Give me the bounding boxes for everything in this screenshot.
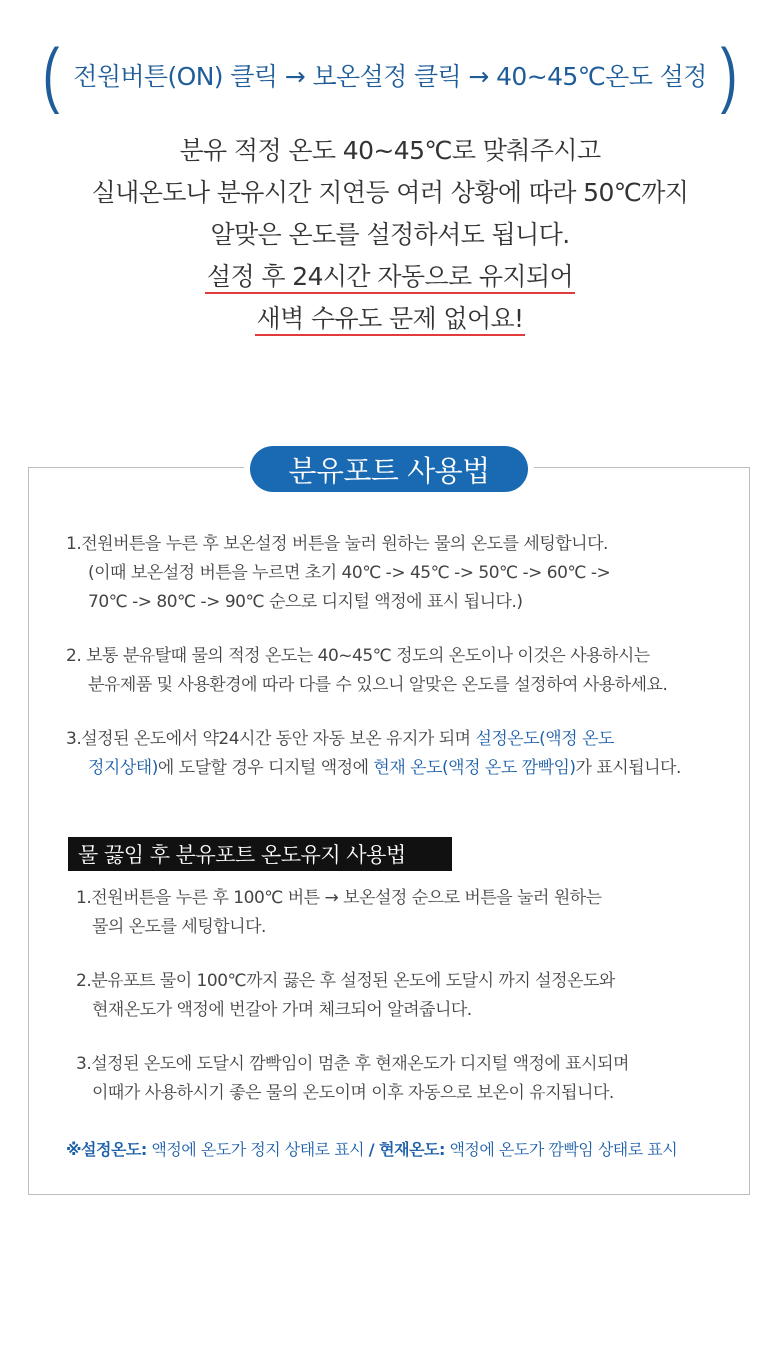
usage-item-line: 분유제품 및 사용환경에 따라 다를 수 있으니 알맞은 온도를 설정하여 사용하세요. (88, 675, 668, 695)
note-text: 액정에 온도가 깜빡임 상태로 표시 (444, 1140, 678, 1159)
set-temp-highlight: 정지상태) (88, 758, 158, 778)
boil-item-line: 1.전원버튼을 누른 후 100℃ 버튼 → 보온설정 순으로 버튼을 눌러 원하는 (76, 888, 602, 908)
steps-banner (0, 35, 780, 115)
usage-item-text: 3.설정된 온도에서 약24시간 동안 자동 보온 유지가 되며 (66, 729, 476, 749)
paren-close: ) (720, 35, 738, 115)
underlined-text: 설정 후 24시간 자동으로 유지되어 (205, 262, 575, 294)
intro-line-underlined (0, 298, 780, 340)
underlined-text: 새벽 수유도 문제 없어요! (255, 304, 526, 336)
boil-item-line: 2.분유포트 물이 100℃까지 끓은 후 설정된 온도에 도달시 까지 설정온도와 (76, 971, 615, 991)
intro-line: 알맞은 온도를 설정하셔도 됩니다. (210, 220, 570, 249)
usage-item-line: (이때 보온설정 버튼을 누르면 초기 40℃ -> 45℃ -> 50℃ -> 60℃ -> (88, 563, 611, 583)
set-temp-highlight: 설정온도(액정 온도 (475, 729, 614, 749)
boil-item-1 (76, 884, 602, 942)
usage-item-line: 70℃ -> 80℃ -> 90℃ 순으로 디지털 액정에 표시 됩니다.) (88, 592, 523, 612)
current-temp-highlight: 현재 온도(액정 온도 깜빡임) (373, 758, 576, 778)
intro-line-underlined (0, 256, 780, 298)
intro-line: 분유 적정 온도 40~45℃로 맞춰주시고 (179, 136, 601, 165)
boil-item-2 (76, 967, 615, 1025)
usage-item-2 (66, 642, 667, 700)
usage-item-line: 1.전원버튼을 누른 후 보온설정 버튼을 눌러 원하는 물의 온도를 세팅합니다. (66, 534, 608, 554)
temperature-note (66, 1137, 677, 1163)
usage-item-3 (66, 725, 681, 783)
intro-line: 실내온도나 분유시간 지연등 여러 상황에 따라 50℃까지 (91, 178, 689, 207)
note-label-set-temp: ※설정온도: (66, 1140, 147, 1159)
note-separator: / (368, 1140, 380, 1159)
boil-item-3 (76, 1050, 629, 1108)
boil-section-title: 물 끓임 후 분유포트 온도유지 사용법 (68, 837, 452, 871)
usage-item-line (66, 754, 681, 783)
boil-item-line: 현재온도가 액정에 번갈아 가며 체크되어 알려줍니다. (92, 1000, 472, 1020)
intro-paragraph (0, 130, 780, 340)
boil-item-line: 물의 온도를 세팅합니다. (92, 917, 266, 937)
steps-text: 전원버튼(ON) 클릭 → 보온설정 클릭 → 40~45℃온도 설정 (73, 62, 707, 91)
boil-item-line: 이때가 사용하시기 좋은 물의 온도이며 이후 자동으로 보온이 유지됩니다. (92, 1083, 614, 1103)
note-label-current-temp: 현재온도: (379, 1140, 445, 1159)
note-text: 액정에 온도가 정지 상태로 표시 (146, 1140, 369, 1159)
usage-title-pill: 분유포트 사용법 (250, 446, 528, 492)
usage-item-line (66, 725, 681, 754)
usage-item-text: 가 표시됩니다. (575, 758, 681, 778)
usage-item-text: 에 도달할 경우 디지털 액정에 (157, 758, 374, 778)
usage-item-line: 2. 보통 분유탈때 물의 적정 온도는 40~45℃ 정도의 온도이나 이것은 사용하시는 (66, 646, 650, 666)
boil-item-line: 3.설정된 온도에 도달시 깜빡임이 멈춘 후 현재온도가 디지털 액정에 표시되며 (76, 1054, 629, 1074)
paren-open: ( (42, 35, 60, 115)
usage-item-1 (66, 530, 610, 617)
